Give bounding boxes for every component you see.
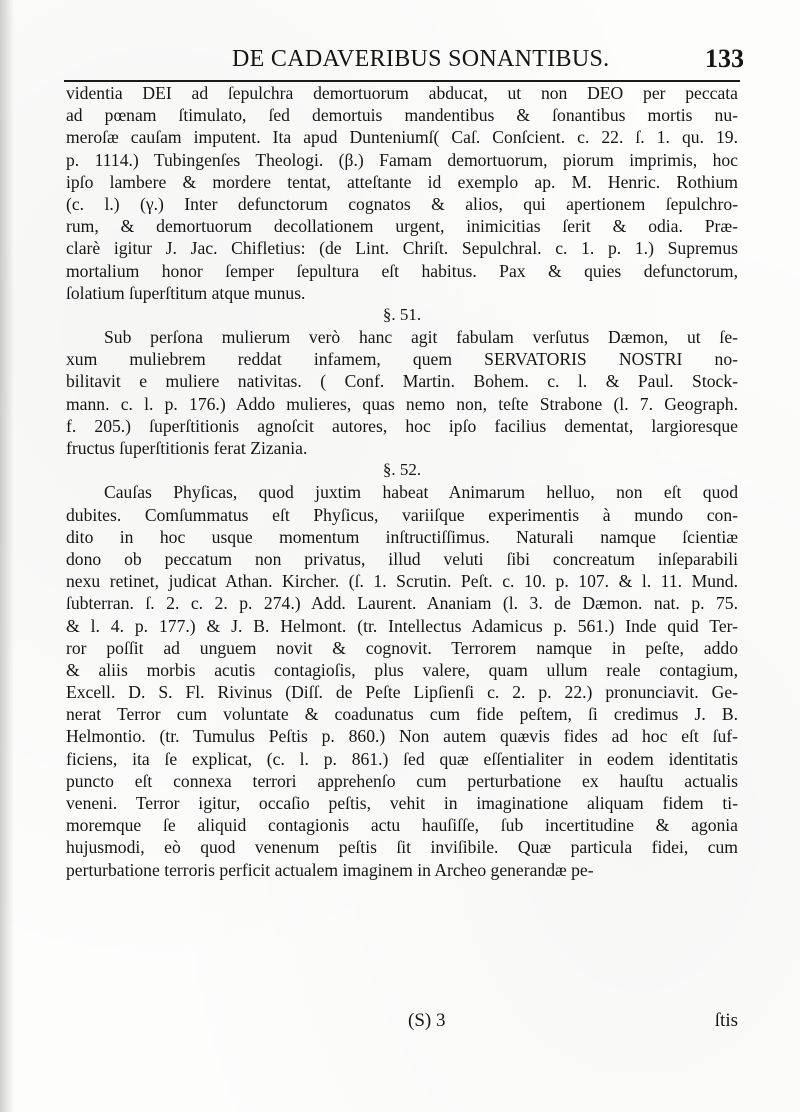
text-line: p. 1114.) Tubingenſes Theologi. (β.) Famam demortuorum, piorum imprimis, hoc	[66, 149, 738, 170]
text-line: dubites. Comſummatus eſt Phyſicus, variiſque experimentis à mundo con-	[66, 504, 738, 525]
text-line: nexu retinet, judicat Athan. Kircher. (ſ. 1. Scrutin. Peſt. c. 10. p. 107. & l. 11. Mund.	[66, 571, 738, 592]
text-line: dito in hoc usque momentum inſtructiſſimus. Naturali namque ſcientiæ	[66, 526, 738, 547]
running-header	[64, 44, 744, 80]
page-shadow-edge	[0, 0, 14, 1112]
text-line: Helmontio. (tr. Tumulus Peſtis p. 860.) Non autem quævis fides ad hoc eſt ſuf-	[66, 726, 738, 747]
text-line: fructus ſuperſtitionis ferat Zizania.	[66, 438, 308, 458]
text-line: & aliis morbis acutis contagioſis, plus valere, quam ullum reale contagium,	[66, 659, 738, 680]
page-footer	[64, 1010, 738, 1040]
text-line: hujusmodi, eò quod venenum peſtis ſit inviſibile. Quæ particula fidei, cum	[66, 837, 738, 858]
text-line: bilitavit e muliere nativitas. ( Conf. Martin. Bohem. c. l. & Paul. Stock-	[66, 371, 738, 392]
text-line: veneni. Terror igitur, occaſio peſtis, vehit in imaginatione aliquam fidem ti-	[66, 793, 738, 813]
text-line: rum, & demortuorum decollationem urgent, inimicitias ſerit & odia. Præ-	[66, 216, 738, 237]
text-line: ipſo lambere & mordere tentat, atteſtante id exemplo ap. M. Henric. Rothium	[66, 171, 738, 192]
text-line: ſolatium ſuperſtitum atque munus.	[66, 282, 306, 303]
running-title: DE CADAVERIBUS SONANTIBUS.	[232, 46, 610, 72]
text-line: ſubterran. ſ. 2. c. 2. p. 274.) Add. Laurent. Ananiam (l. 3. de Dæmon. nat. p. 75.	[66, 593, 738, 614]
section-heading: §. 52.	[382, 460, 422, 480]
text-line: puncto eſt connexa terrori apprehenſo cum perturbatione ex hauſtu actualis	[66, 770, 738, 791]
text-line: xum muliebrem reddat infamem, quem SERVATORIS NOSTRI no-	[66, 349, 738, 370]
text-line: & l. 4. p. 177.) & J. B. Helmont. (tr. Intellectus Adamicus p. 561.) Inde quid Ter-	[66, 615, 738, 636]
text-line: (c. l.) (γ.) Inter defunctorum cognatos & alios, qui apertionem ſepulchro-	[66, 193, 738, 214]
text-line: Sub perſona mulierum verò hanc agit fabulam verſutus Dæmon, ut ſe-	[104, 327, 738, 348]
text-line: clarè igitur J. Jac. Chifletius: (de Lint. Chriſt. Sepulchral. c. 1. p. 1.) Supremus	[66, 238, 738, 259]
catchword: ſtis	[714, 1010, 738, 1031]
text-line: nerat Terror cum voluntate & coadunatus cum fide peſtem, ſi credimus J. B.	[66, 704, 738, 725]
text-line: ficiens, ita ſe explicat, (c. l. p. 861.) ſed quæ eſſentialiter in eodem identitatis	[66, 748, 738, 769]
text-line: mann. c. l. p. 176.) Addo mulieres, quas nemo non, teſte Strabone (l. 7. Geograph.	[66, 393, 738, 414]
text-line: Cauſas Phyſicas, quod juxtim habeat Animarum helluo, non eſt quod	[104, 482, 738, 503]
text-line: ad pœnam ſtimulato, ſed demortuis mandentibus & ſonantibus mortis nu-	[66, 105, 738, 126]
page-number: 133	[705, 44, 744, 73]
text-line: perturbatione terroris perficit actualem imaginem in Archeo generandæ pe-	[66, 859, 594, 880]
section-heading: §. 51.	[382, 304, 422, 324]
signature-mark: (S) 3	[408, 1010, 446, 1031]
text-line: Excell. D. S. Fl. Rivinus (Diſſ. de Peſte Lipſienſi c. 2. p. 22.) pronunciavit. Ge-	[66, 682, 738, 703]
text-line: f. 205.) ſuperſtitionis agnoſcit autores, hoc ipſo facilius dementat, largioresque	[66, 415, 738, 436]
text-line: ror poſſit ad unguem novit & cognovit. Terrorem namque in peſte, addo	[66, 637, 738, 658]
text-line: meroſæ cauſam imputent. Ita apud Dunteniumſ( Caſ. Conſcient. c. 22. ſ. 1. qu. 19.	[66, 127, 738, 148]
text-line: dono ob peccatum non privatus, illud veluti ſibi concreatum inſeparabili	[66, 548, 738, 569]
text-line: mortalium honor ſemper ſepultura eſt habitus. Pax & quies defunctorum,	[66, 260, 738, 281]
text-line: moremque ſe aliquid contagionis actu hauſiſſe, ſub incertitudine & agonia	[66, 815, 738, 836]
text-line: videntia DEI ad ſepulchra demortuorum abducat, ut non DEO per peccata	[66, 83, 738, 103]
body-text	[66, 82, 738, 881]
